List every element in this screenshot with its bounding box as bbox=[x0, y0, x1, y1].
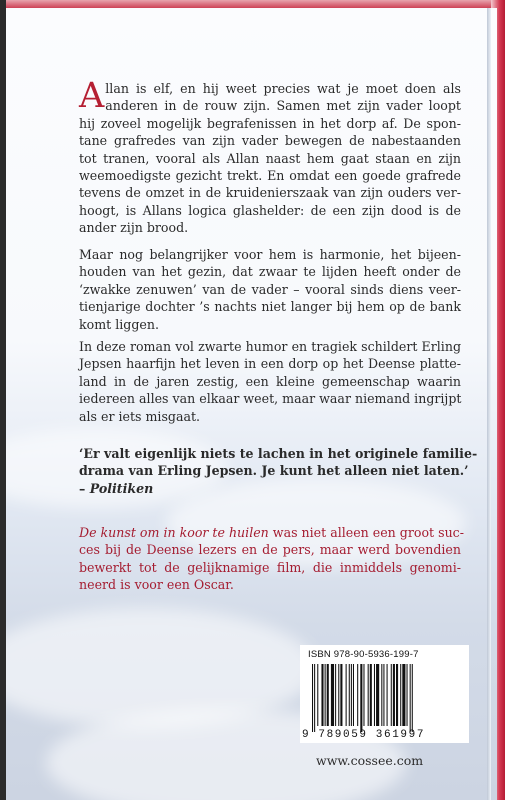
barcode-bar bbox=[327, 664, 329, 726]
barcode-bar bbox=[357, 664, 358, 726]
barcode-bar bbox=[335, 664, 336, 726]
closing-line: ces bij de Deense lezers en de pers, maar werd bovendien bbox=[79, 542, 461, 558]
quote-dash: – bbox=[79, 480, 90, 496]
quote-attribution bbox=[79, 480, 461, 497]
blurb-line: Jepsen haarfijn het leven in een dorp op het Deense platte- bbox=[79, 356, 461, 372]
barcode-bar bbox=[412, 664, 413, 732]
barcode-bar bbox=[349, 664, 350, 726]
blurb-line: tane grafredes van zijn vader bewegen de nabestaanden bbox=[79, 133, 461, 149]
blurb-line: land in de jaren zestig, een kleine gemeenschap waarin bbox=[79, 373, 461, 389]
closing-line-rest: was niet alleen een groot suc- bbox=[268, 525, 464, 540]
barcode-bar bbox=[368, 664, 369, 726]
closing-line: neerd is voor een Oscar. bbox=[79, 577, 234, 593]
barcode-bar bbox=[396, 664, 398, 726]
blurb-line: hij zoveel mogelijk begrafenissen in het dorp af. De spon- bbox=[79, 115, 461, 131]
barcode-bar bbox=[381, 664, 382, 726]
barcode-bar bbox=[321, 664, 323, 726]
barcode-bar bbox=[400, 664, 401, 726]
isbn-label: ISBN 978-90-5936-199-7 bbox=[308, 649, 419, 660]
barcode-bar bbox=[353, 664, 354, 726]
publisher-website: www.cossee.com bbox=[316, 753, 424, 768]
barcode-bar bbox=[338, 664, 339, 726]
blurb-line: als er iets misgaat. bbox=[79, 408, 201, 424]
press-quote bbox=[79, 445, 478, 497]
closing-line bbox=[79, 524, 464, 541]
blurb-line: tevens de omzet in de kruidenierszaak van zijn ouders ver- bbox=[79, 185, 461, 201]
blurb-paragraph-2 bbox=[79, 246, 461, 333]
barcode-bar bbox=[331, 664, 334, 726]
blurb-line: komt liggen. bbox=[79, 316, 159, 332]
blurb-paragraph-1 bbox=[79, 76, 461, 237]
barcode-bar bbox=[370, 664, 372, 726]
barcode-bar bbox=[325, 664, 326, 726]
barcode-bar bbox=[407, 664, 408, 726]
blurb-line: tienjarige dochter ’s nachts niet langer bij hem op de bank bbox=[79, 299, 461, 315]
barcode-bar bbox=[314, 664, 315, 732]
blurb-line: iedereen alles van elkaar weet, maar waar niemand ingrijpt bbox=[79, 391, 462, 407]
quote-line: drama van Erling Jepsen. Je kunt het alleen niet laten.’ bbox=[79, 463, 469, 479]
blurb-line: anderen in de rouw zijn. Samen met zijn vader loopt bbox=[105, 98, 461, 114]
barcode-bar bbox=[360, 664, 362, 732]
blurb-line: llan is elf, en hij weet precies wat je moet doen als bbox=[105, 81, 461, 96]
blurb-line: Maar nog belangrijker voor hem is harmonie, het bijeen- bbox=[79, 247, 461, 262]
blurb-line: weemoedigste gezicht trekt. En omdat een goede grafrede bbox=[79, 168, 461, 184]
drop-cap: A bbox=[79, 76, 105, 116]
closing-paragraph bbox=[79, 524, 464, 594]
barcode-bar bbox=[374, 664, 375, 726]
barcode-digits: 9 789059 361997 bbox=[302, 729, 426, 741]
blurb-line: houden van het gezin, dat zwaar te lijden heeft onder de bbox=[79, 264, 461, 280]
quote-source: Politiken bbox=[89, 480, 154, 496]
blurb-line: tot tranen, vooral als Allan naast hem gaat staan en zijn bbox=[79, 150, 461, 166]
barcode-bar bbox=[376, 664, 379, 726]
blurb-paragraph-3 bbox=[79, 338, 461, 425]
blurb-line: ‘zwakke zenuwen’ van de vader – vooral sinds diens veer- bbox=[79, 281, 461, 297]
barcode-bar bbox=[351, 664, 352, 726]
barcode-bar bbox=[391, 664, 392, 726]
blurb-line: hoogt, is Allans logica glashelder: de een zijn dood is de bbox=[79, 202, 461, 218]
barcode-bar bbox=[402, 664, 405, 726]
page-edge bbox=[487, 8, 491, 800]
barcode-bar bbox=[383, 664, 384, 726]
barcode-bar bbox=[312, 664, 313, 732]
barcode-bar bbox=[317, 664, 318, 726]
blurb-line: ander zijn brood. bbox=[79, 220, 189, 236]
closing-line: bewerkt tot de gelijknamige film, die inmiddels genomi- bbox=[79, 559, 461, 575]
barcode-bars bbox=[310, 664, 460, 732]
barcode-bar bbox=[410, 664, 411, 732]
barcode-bar bbox=[346, 664, 347, 726]
isbn-barcode bbox=[300, 645, 469, 743]
book-title: De kunst om in koor te huilen bbox=[79, 525, 269, 540]
barcode-bar bbox=[393, 664, 395, 726]
barcode-bar bbox=[340, 664, 342, 726]
blurb-line: In deze roman vol zwarte humor en tragiek schildert Erling bbox=[79, 339, 461, 354]
barcode-bar bbox=[363, 664, 364, 726]
quote-line: ‘Er valt eigenlijk niets te lachen in het originele familie- bbox=[79, 446, 478, 461]
barcode-bar bbox=[387, 664, 388, 726]
